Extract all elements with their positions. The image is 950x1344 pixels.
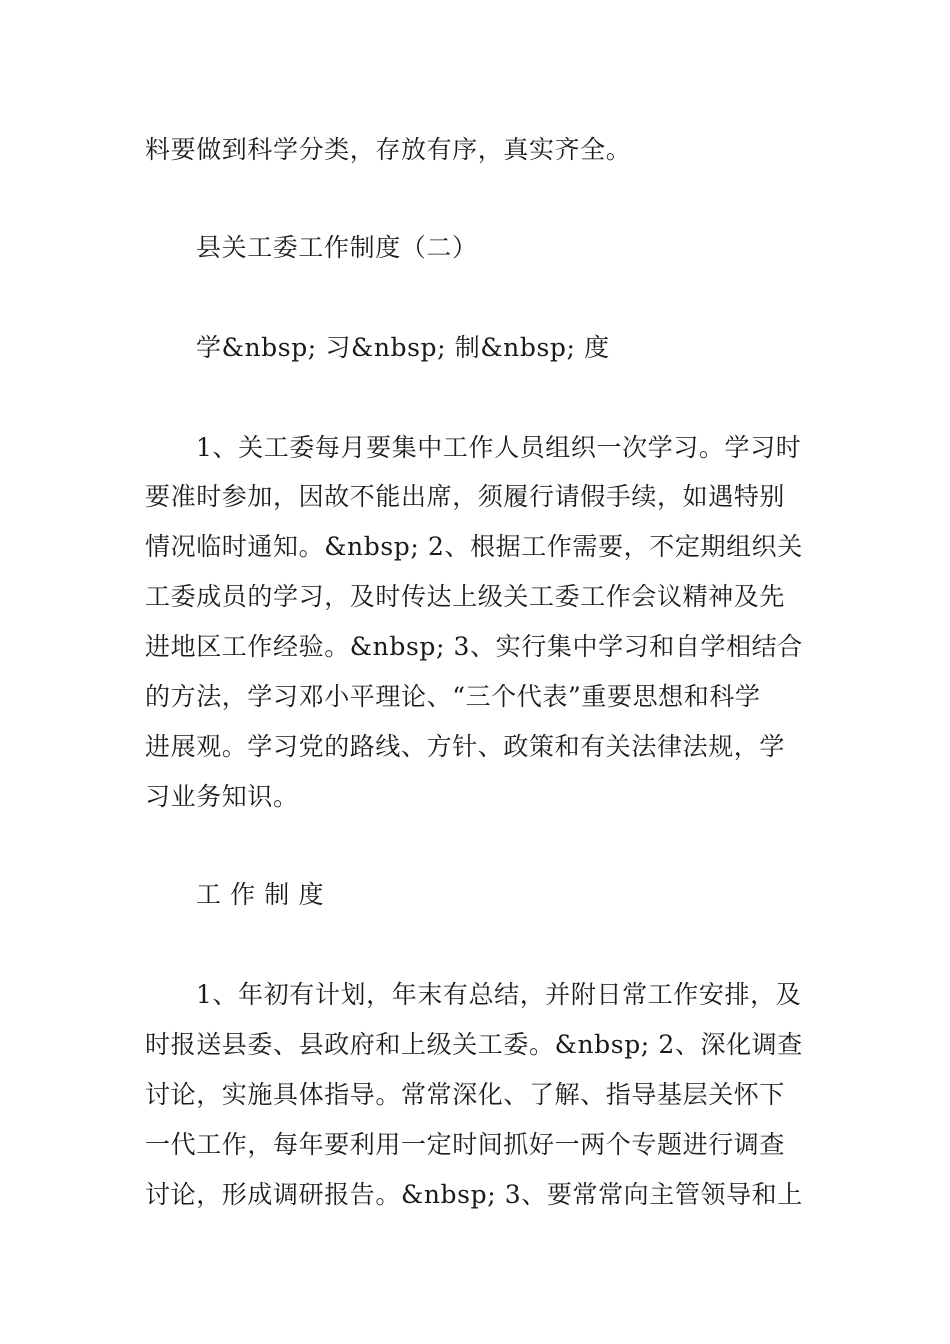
study-paragraph-line: 进展观。学习党的路线、方针、政策和有关法律法规，学 (145, 732, 786, 761)
continuation-line: 料要做到科学分类，存放有序，真实齐全。 (145, 135, 632, 164)
study-paragraph-line: 的方法，学习邓小平理论、“三个代表”重要思想和科学 (145, 682, 761, 711)
work-paragraph-line: 讨论，形成调研报告。&nbsp; 3、要常常向主管领导和上 (145, 1180, 803, 1209)
work-paragraph-line: 1、年初有计划，年末有总结，并附日常工作安排，及 (196, 980, 802, 1009)
work-paragraph-line: 讨论，实施具体指导。常常深化、了解、指导基层关怀下 (145, 1080, 786, 1109)
study-heading: 学&nbsp; 习&nbsp; 制&nbsp; 度 (196, 333, 610, 362)
work-heading: 工 作 制 度 (196, 880, 325, 909)
study-paragraph-line: 要准时参加，因故不能出席，须履行请假手续，如遇特别 (145, 482, 786, 511)
work-paragraph-line: 一代工作，每年要利用一定时间抓好一两个专题进行调查 (145, 1130, 786, 1159)
section-title: 县关工委工作制度（二） (196, 233, 478, 262)
work-paragraph-line: 时报送县委、县政府和上级关工委。&nbsp; 2、深化调查 (145, 1030, 803, 1059)
study-paragraph-line: 情况临时通知。&nbsp; 2、根据工作需要，不定期组织关 (145, 532, 803, 561)
study-paragraph-line: 进地区工作经验。&nbsp; 3、实行集中学习和自学相结合 (145, 632, 803, 661)
study-paragraph-line: 1、关工委每月要集中工作人员组织一次学习。学习时 (196, 433, 802, 462)
study-paragraph-line: 习业务知识。 (145, 782, 299, 811)
study-paragraph-line: 工委成员的学习，及时传达上级关工委工作会议精神及先 (145, 582, 786, 611)
